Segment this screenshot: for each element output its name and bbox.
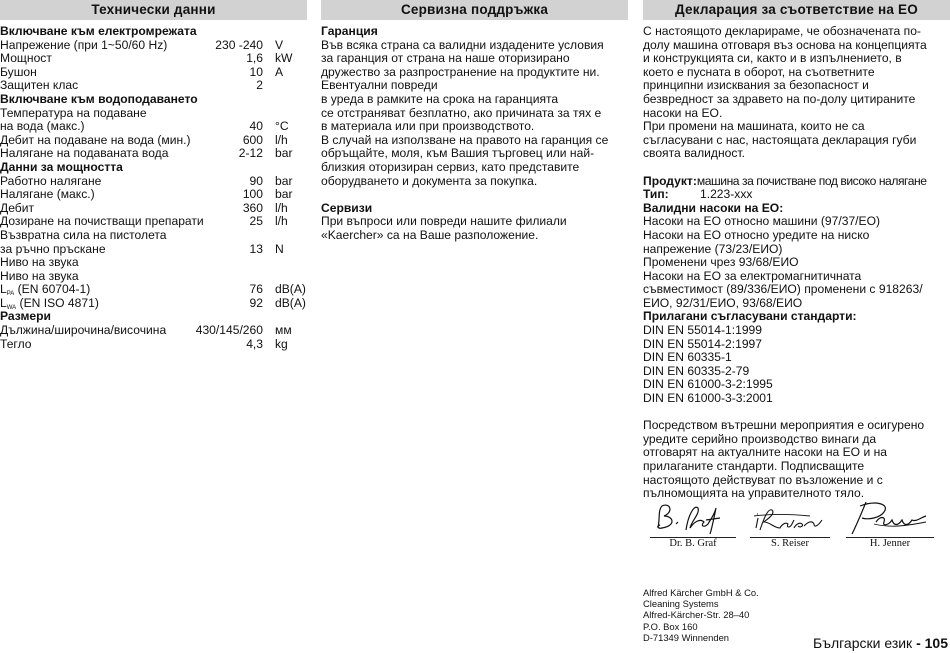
tech-row-label: Ниво на звука: [0, 268, 79, 283]
type-label: Тип:: [643, 187, 669, 202]
address-line: D-71349 Winnenden: [643, 631, 729, 643]
warranty-line: оборудването и документа за покупка.: [321, 173, 538, 188]
tech-row-label: Налягане на подаваната вода: [0, 146, 169, 161]
tech-row-label: [0, 297, 99, 311]
services-heading: Сервизи: [321, 200, 373, 215]
declaration-closing-line: Посредством вътрешни мероприятия е осигурено: [643, 418, 925, 433]
tech-row-symbol: L: [0, 282, 7, 297]
declaration-column: [643, 0, 950, 501]
warranty-line: Евентуални повреди: [321, 78, 438, 93]
company-address: [643, 587, 759, 643]
tech-row-value: 4,3: [246, 336, 263, 351]
declaration-intro-line: С настоящото декларираме, че обозначената по-: [643, 24, 921, 38]
address-line: P.O. Box 160: [643, 620, 698, 632]
tech-row-value: 360: [242, 200, 263, 215]
declaration-closing-line: уредите серийно производство винаги да: [643, 431, 877, 446]
tech-row-label: Дебит: [0, 200, 35, 215]
tech-data-row: [0, 243, 307, 257]
service-body: [321, 25, 628, 243]
tech-data-row: [0, 134, 307, 148]
declaration-intro: [643, 25, 950, 161]
tech-row-value: 25: [249, 214, 263, 229]
declaration-intro-line: и конструкцията си, както и в изпълнението, в: [643, 51, 902, 66]
tech-data-row: [0, 256, 307, 270]
tech-row-label: Размери: [0, 309, 51, 324]
tech-section-heading: [0, 161, 307, 175]
declaration-closing-line: прилаганите стандарти. Подписващите: [643, 459, 865, 473]
declaration-closing: [643, 419, 950, 501]
tech-row-label: Ниво на звука: [0, 255, 79, 270]
warranty-line: близкия оторизиран сервиз, като представите: [321, 159, 580, 174]
tech-data-row: [0, 283, 307, 297]
warranty-line: обръщайте, моля, към Вашия търговец или най-: [321, 146, 595, 161]
tech-data-row: [0, 79, 307, 93]
standard-line: DIN EN 55014-1:1999: [643, 323, 762, 338]
tech-row-unit: l/h: [275, 200, 288, 215]
directives-list: [643, 215, 950, 310]
tech-row-subscript: WA: [6, 304, 17, 311]
address-line: Cleaning Systems: [643, 598, 719, 610]
tech-row-unit: dB(A): [275, 295, 306, 310]
tech-row-label: Напрежение (при 1~50/60 Hz): [0, 37, 168, 52]
warranty-line: дружество за разпространение на продуктите ни.: [321, 64, 600, 79]
tech-data-row: [0, 120, 307, 134]
tech-row-value: 2: [256, 78, 263, 93]
services-line: «Kaercher» са на Ваше разположение.: [321, 227, 539, 242]
directive-line: Насоки на ЕО относно машини (97/37/ЕО): [643, 214, 881, 229]
product-value: машина за почистване под високо налягане: [696, 173, 927, 188]
warranty-text: [321, 39, 628, 189]
tech-row-unit: dB(A): [275, 282, 306, 297]
page-number: 105: [924, 635, 948, 651]
declaration-intro-line: насоки на ЕО.: [643, 105, 723, 120]
declaration-intro-line: безвредност за здравето на по-долу цитираните: [643, 91, 916, 106]
footer-separator: -: [912, 635, 925, 651]
warranty-line: се отстраняват безплатно, ако причината за тях е: [321, 105, 602, 120]
signature-reiser-image: [750, 498, 830, 538]
tech-row-label: Температура на подаване: [0, 105, 147, 120]
tech-row-label: Включване към водоподаването: [0, 91, 198, 106]
declaration-closing-line: пълномощията на управителното тяло.: [643, 486, 865, 501]
tech-row-standard: (EN ISO 4871): [16, 295, 99, 310]
tech-row-unit: bar: [275, 187, 293, 202]
tech-row-value: 230 -240: [215, 37, 263, 52]
tech-data-row: [0, 202, 307, 216]
tech-data-row: [0, 147, 307, 161]
tech-data-row: [0, 188, 307, 202]
tech-row-label: Данни за мощността: [0, 159, 123, 174]
services-line: При въпроси или повреди нашите филиали: [321, 214, 567, 229]
page-footer: [813, 634, 948, 652]
tech-data-heading: Технически данни: [0, 0, 307, 20]
tech-data-row: [0, 66, 307, 80]
directive-line: напрежение (73/23/ЕИО): [643, 241, 783, 256]
tech-row-unit: l/h: [275, 214, 288, 229]
service-heading: Сервизна поддръжка: [321, 0, 628, 20]
type-value: 1.223-xxx: [700, 187, 753, 202]
tech-data-row: [0, 175, 307, 189]
directive-line: Променени чрез 93/68/ЕИО: [643, 255, 799, 270]
tech-row-unit: kg: [275, 336, 288, 351]
tech-row-unit: V: [275, 37, 284, 52]
tech-data-row: [0, 270, 307, 284]
tech-data-row: [0, 297, 307, 311]
declaration-closing-line: отговарят на актуалните насоки на ЕО и на: [643, 445, 887, 460]
tech-row-unit: bar: [275, 146, 293, 161]
signature-jenner-image: [846, 498, 934, 538]
standard-line: DIN EN 61000-3-2:1995: [643, 377, 773, 392]
tech-section-heading: [0, 310, 307, 324]
tech-row-value: 10: [249, 64, 263, 79]
declaration-intro-line: При промени на машината, които не са: [643, 119, 865, 134]
standards-list: [643, 324, 950, 406]
tech-row-label: Бушон: [0, 64, 37, 79]
tech-row-label: Възвратна сила на пистолета: [0, 227, 167, 242]
signatory-name: S. Reiser: [771, 538, 809, 549]
declaration-heading: Декларация за съответствие на ЕО: [643, 0, 950, 20]
warranty-heading: Гаранция: [321, 24, 378, 38]
tech-row-label: Работно налягане: [0, 173, 102, 188]
declaration-intro-line: което е пусната в оборот, на съответните: [643, 64, 875, 79]
signatures: [650, 498, 940, 550]
tech-row-label: Включване към електромрежата: [0, 24, 197, 38]
warranty-line: в уреда в рамките на срока на гаранцията: [321, 91, 559, 106]
tech-data-row: [0, 52, 307, 66]
service-column: [321, 0, 628, 242]
directive-line: съвместимост (89/336/ЕИО) променени с 918263/: [643, 282, 923, 297]
tech-data-row: [0, 107, 307, 121]
address-line: Alfred Kärcher GmbH & Co.: [643, 587, 759, 598]
tech-row-label: Налягане (макс.): [0, 187, 95, 202]
tech-row-value: 600: [242, 132, 263, 147]
tech-row-value: 40: [249, 119, 263, 134]
tech-row-label: [0, 283, 90, 297]
standard-line: DIN EN 61000-3-3:2001: [643, 391, 773, 406]
tech-row-unit: °C: [275, 119, 289, 134]
declaration-intro-line: принципни изисквания за безопасност и: [643, 78, 869, 93]
signature-graf-image: [650, 498, 736, 538]
tech-row-label: Тегло: [0, 336, 32, 351]
tech-row-unit: bar: [275, 173, 293, 188]
tech-row-subscript: PA: [6, 291, 15, 298]
declaration-intro-line: съгласувани с нас, настоящата декларация губи: [643, 132, 917, 147]
standards-heading: Прилагани съгласувани стандарти:: [643, 309, 857, 324]
tech-data-row: [0, 229, 307, 243]
warranty-line: Във всяка страна са валидни издадените условия: [321, 37, 604, 52]
signature-reiser: [750, 498, 830, 550]
tech-row-label: Дължина/широчина/височина: [0, 323, 167, 338]
signature-graf: [650, 498, 736, 550]
directive-line: Насоки на ЕО относно уредите на ниско: [643, 227, 870, 242]
tech-row-value: 100: [242, 187, 263, 202]
tech-row-value: 76: [249, 282, 263, 297]
tech-data-row: [0, 338, 307, 352]
tech-row-label: за ръчно пръскане: [0, 241, 106, 256]
address-line: Alfred-Kärcher-Str. 28–40: [643, 609, 750, 621]
standard-line: DIN EN 60335-2-79: [643, 363, 750, 378]
declaration-intro-line: своята валидност.: [643, 146, 745, 161]
tech-row-value: 13: [249, 241, 263, 256]
signatory-name: H. Jenner: [869, 538, 911, 549]
tech-row-value: 90: [249, 173, 263, 188]
tech-row-label: Дебит на подаване на вода (мин.): [0, 132, 191, 147]
product-label: Продукт:: [643, 173, 697, 188]
directive-line: Насоки на ЕО за електромагнитичната: [643, 268, 862, 283]
declaration-body: [643, 25, 950, 501]
tech-data-row: [0, 215, 307, 229]
directive-line: ЕИО, 92/31/ЕИО, 93/68/ЕИО: [643, 295, 803, 310]
tech-row-unit: мм: [275, 323, 292, 338]
tech-section-heading: [0, 25, 307, 39]
services-text: [321, 215, 628, 242]
warranty-line: В случай на използване на правото на гаранция се: [321, 132, 609, 147]
tech-section-heading: [0, 93, 307, 107]
tech-row-label: на вода (макс.): [0, 119, 85, 134]
tech-row-label: Мощност: [0, 51, 52, 66]
footer-language: Български език: [813, 635, 913, 651]
directives-heading: Валидни насоки на ЕО:: [643, 200, 784, 215]
signature-jenner: [846, 498, 934, 550]
warranty-line: в материала или при производството.: [321, 119, 535, 134]
tech-row-standard: (EN 60704-1): [14, 282, 91, 297]
tech-row-unit: l/h: [275, 132, 288, 147]
standard-line: DIN EN 55014-2:1997: [643, 336, 762, 351]
tech-row-unit: N: [275, 241, 284, 256]
tech-row-value: 2-12: [238, 146, 263, 161]
warranty-line: за гаранция от страна на наше оторизирано: [321, 51, 570, 66]
standard-line: DIN EN 60335-1: [643, 350, 732, 365]
signatory-name: Dr. B. Graf: [669, 538, 717, 549]
tech-data-column: [0, 0, 307, 351]
tech-row-label: Защитен клас: [0, 78, 79, 93]
tech-row-unit: A: [275, 64, 284, 79]
declaration-closing-line: настоящото действуват по възложение и с: [643, 472, 883, 487]
type-line: [643, 188, 950, 202]
tech-data-row: [0, 39, 307, 53]
product-line: [643, 175, 950, 189]
tech-row-symbol: L: [0, 295, 7, 310]
declaration-intro-line: долу машина отговаря въз основа на концепцията: [643, 37, 927, 52]
tech-data-row: [0, 324, 307, 338]
tech-row-value: 1,6: [246, 51, 263, 66]
tech-row-label: Дозиране на почистващи препарати: [0, 214, 204, 229]
tech-row-value: 430/145/260: [195, 323, 263, 338]
tech-row-unit: kW: [275, 51, 293, 66]
tech-data-table: [0, 25, 307, 351]
tech-row-value: 92: [249, 295, 263, 310]
